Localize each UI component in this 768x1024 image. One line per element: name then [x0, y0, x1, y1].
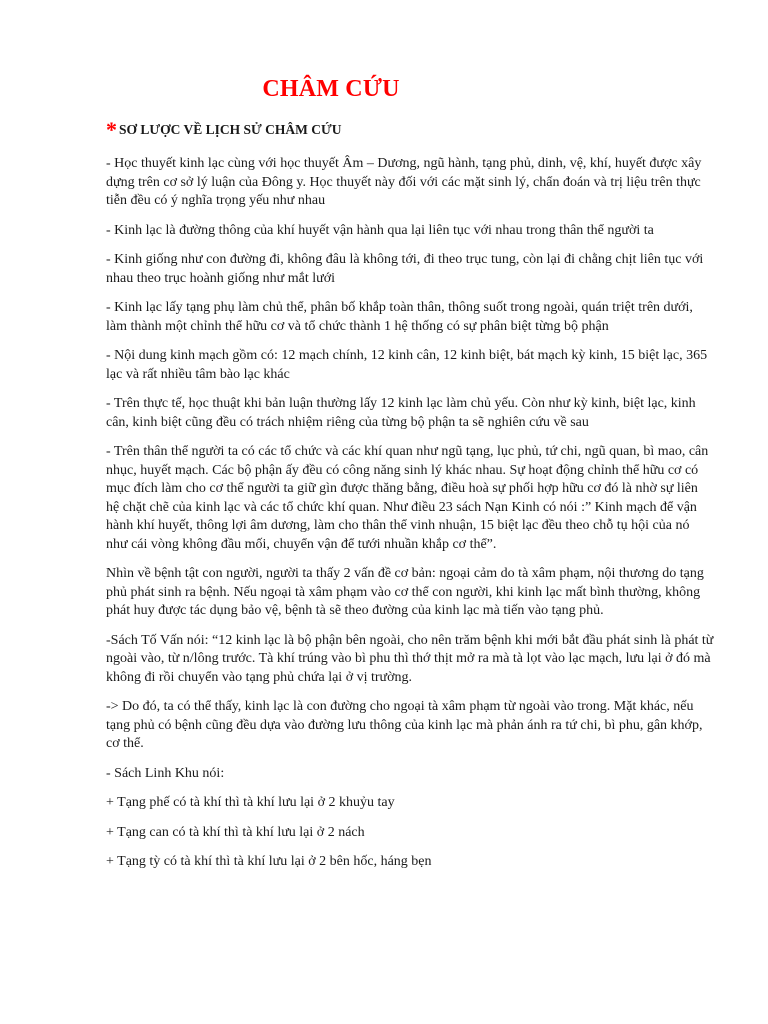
paragraph: - Nội dung kinh mạch gồm có: 12 mạch chính, 12 kinh cân, 12 kinh biệt, bát mạch kỳ kinh, 15 biệt lạc, 365 lạc và rất nhiều tâm bào lạc khác [106, 348, 708, 382]
list-item: + Tạng can có tà khí thì tà khí lưu lại ở 2 nách [106, 824, 365, 840]
document-title: CHÂM CỨU [262, 76, 400, 102]
paragraph: - Kinh giống như con đường đi, không đâu là không tới, đi theo trục tung, còn lại đi chằng chịt liên tục với nhau theo trục hoành giống như mắt lưới [106, 252, 704, 286]
paragraph: -> Do đó, ta có thể thấy, kinh lạc là con đường cho ngoại tà xâm phạm từ ngoài vào trong. Mặt khác, nếu tạng phủ có bệnh cũng đều dựa vào đường lưu thông của kinh lạc mà phản ánh ra tứ chi, bì phu, gân khớp, cơ thể. [106, 699, 703, 751]
paragraph: - Kinh lạc lấy tạng phụ làm chủ thể, phân bố khắp toàn thân, thông suốt trong ngoài, quán triệt trên dưới, làm thành một chỉnh thể hữu cơ và tổ chức thành 1 hệ thống có sự phân biệt từng bộ phận [106, 300, 693, 334]
list-item: + Tạng phế có tà khí thì tà khí lưu lại ở 2 khuỷu tay [106, 795, 395, 810]
paragraph: - Trên thực tế, học thuật khi bản luận thường lấy 12 kinh lạc làm chủ yếu. Còn như kỳ kinh, biệt lạc, kinh cân, kinh biệt cũng đều có trách nhiệm riêng của từng bộ phận ta sẽ nghiên cứu về sau [106, 396, 696, 430]
paragraph: - Trên thân thể người ta có các tổ chức và các khí quan như ngũ tạng, lục phủ, tứ chi, ngũ quan, bì mao, cân nhục, huyết mạch. Các bộ phận ấy đều có công năng sinh lý khác nhau. Sự hoạt động chỉnh thể hữu cơ có mục đích làm cho cơ thể người ta giữ gìn được thăng bằng, điều hoà sự phối hợp hữu cơ đó là nhờ sự liên hệ chặt chẽ của kinh lạc và các tổ chức khí quan. Như điều 23 sách Nạn Kinh có nói :” Kinh mạch để vận hành khí huyết, thông lợi âm dương, làm cho thân thể vinh nhuận, 15 biệt lạc đều theo chỗ tụ hội của nó như cái vòng không đầu mối, chuyển vận để tưới nhuần khắp cơ thể”. [106, 444, 709, 552]
section-heading-text: SƠ LƯỢC VỀ LỊCH SỬ CHÂM CỨU [119, 122, 342, 137]
list-item: + Tạng tỳ có tà khí thì tà khí lưu lại ở 2 bên hốc, háng bẹn [106, 854, 432, 869]
paragraph: - Sách Linh Khu nói: [106, 765, 225, 781]
paragraph: - Kinh lạc là đường thông của khí huyết vận hành qua lại liên tục với nhau trong thân thể người ta [106, 222, 654, 238]
document-body [106, 155, 714, 883]
paragraph: - Học thuyết kinh lạc cùng với học thuyết Âm – Dương, ngũ hành, tạng phủ, dinh, vệ, khí, huyết được xây dựng trên cơ sở lý luận của Đông y. Học thuyết này đối với các mặt sinh lý, chẩn đoán và trị liệu trên thực tiễn đều có ý nghĩa trọng yếu như nhau [106, 156, 702, 208]
paragraph: Nhìn về bệnh tật con người, người ta thấy 2 vấn đề cơ bản: ngoại cảm do tà xâm phạm, nội thương do tạng phủ phát sinh ra bệnh. Nếu ngoại tà xâm phạm vào cơ thể con người, khi kinh lạc mất bình thường, không phát huy được tác dụng bảo vệ, bệnh tà sẽ theo đường của kinh lạc mà tiến vào tạng phủ. [106, 566, 704, 618]
section-heading [106, 118, 342, 142]
bullet-star-icon: * [106, 117, 117, 142]
paragraph: -Sách Tố Vấn nói: “12 kinh lạc là bộ phận bên ngoài, cho nên trăm bệnh khi mới bắt đầu phát sinh là phát từ ngoài vào, từ n/lông trước. Tà khí trúng vào bì phu thì thớ thịt mở ra mà tà lọt vào lạc mạch, lưu lại ở đó mà không đi rồi chuyển vào tạng phủ chứa lại ở vị trường. [106, 632, 714, 685]
